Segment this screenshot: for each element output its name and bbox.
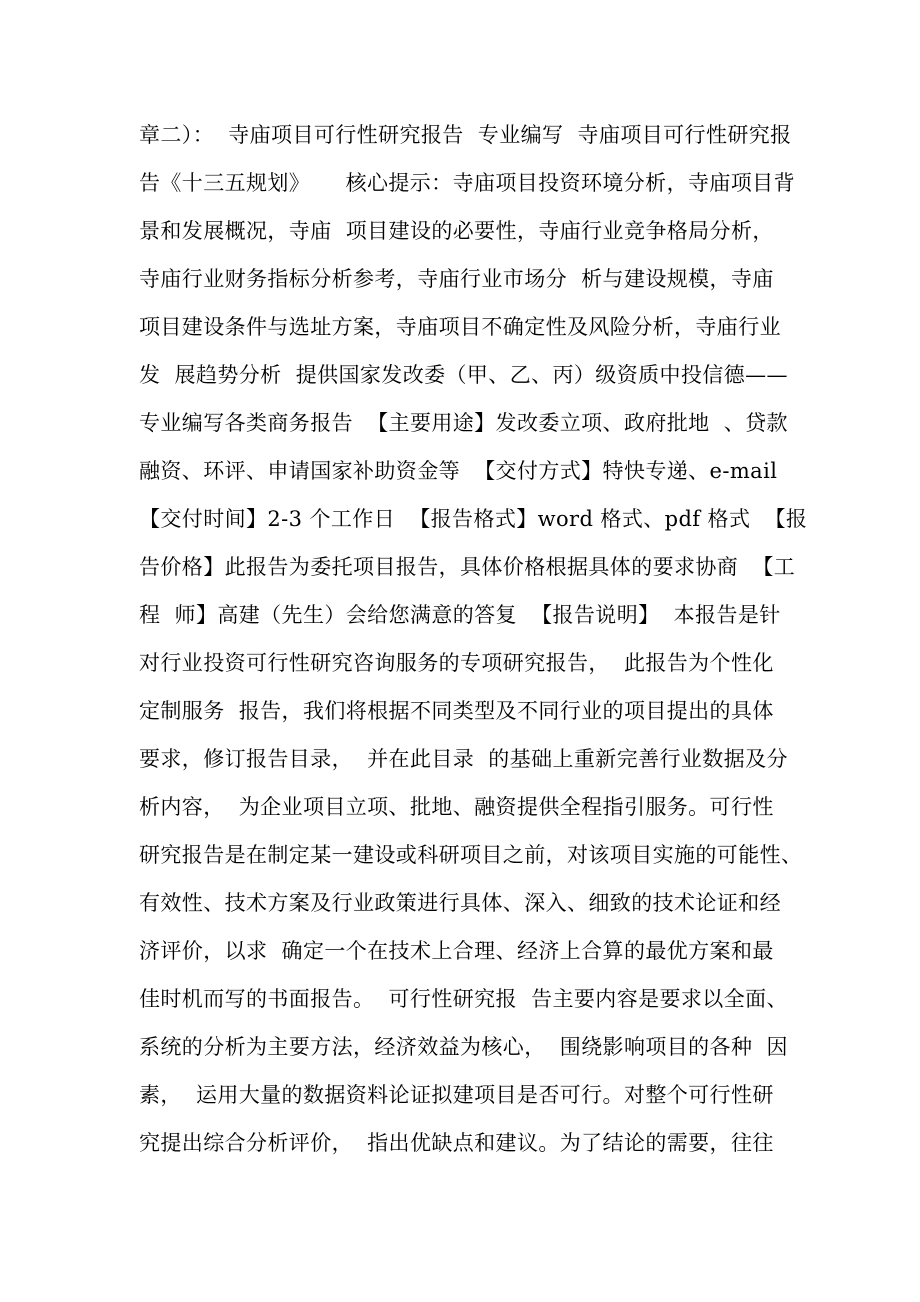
text-line-16: 研究报告是在制定某一建设或科研项目之前，对该项目实施的可能性、	[139, 843, 803, 867]
text-line-14: 要求，修订报告目录， 并在此目录 的基础上重新完善行业数据及分	[139, 747, 788, 771]
text-line-17: 有效性、技术方案及行业政策进行具体、深入、细致的技术论证和经	[139, 891, 781, 915]
text-line-8: 融资、环评、申请国家补助资金等 【交付方式】特快专递、e-mail	[139, 459, 778, 483]
text-line-15: 析内容， 为企业项目立项、批地、融资提供全程指引服务。可行性	[139, 795, 774, 819]
text-line-1: 章二）： 寺庙项目可行性研究报告 专业编写 寺庙项目可行性研究报	[139, 123, 792, 147]
text-line-9: 【交付时间】2-3 个工作日 【报告格式】word 格式、pdf 格式 【报	[139, 507, 808, 531]
text-line-22: 究提出综合分析评价， 指出优缺点和建议。为了结论的需要，往往	[139, 1131, 774, 1155]
text-line-4: 寺庙行业财务指标分析参考，寺庙行业市场分 析与建设规模，寺庙	[139, 267, 774, 291]
text-line-20: 系统的分析为主要方法，经济效益为核心， 围绕影响项目的各种 因	[139, 1035, 788, 1059]
text-line-5: 项目建设条件与选址方案，寺庙项目不确定性及风险分析，寺庙行业	[139, 315, 781, 339]
text-line-10: 告价格】此报告为委托项目报告，具体价格根据具体的要求协商 【工	[139, 555, 796, 579]
text-line-6: 发 展趋势分析 提供国家发改委（甲、乙、丙）级资质中投信德——	[139, 363, 788, 387]
text-line-11: 程 师】高建（先生）会给您满意的答复 【报告说明】 本报告是针	[139, 603, 781, 627]
text-line-2: 告《十三五规划》 核心提示：寺庙项目投资环境分析，寺庙项目背	[139, 171, 795, 195]
text-line-7: 专业编写各类商务报告 【主要用途】发改委立项、政府批地 、贷款	[139, 411, 788, 435]
text-line-19: 佳时机而写的书面报告。 可行性研究报 告主要内容是要求以全面、	[139, 987, 788, 1011]
text-line-18: 济评价，以求 确定一个在技术上合理、经济上合算的最优方案和最	[139, 939, 774, 963]
text-line-13: 定制服务 报告，我们将根据不同类型及不同行业的项目提出的具体	[139, 699, 774, 723]
text-line-12: 对行业投资可行性研究咨询服务的专项研究报告， 此报告为个性化	[139, 651, 774, 675]
text-line-3: 景和发展概况，寺庙 项目建设的必要性，寺庙行业竞争格局分析，	[139, 219, 774, 243]
text-line-21: 素， 运用大量的数据资料论证拟建项目是否可行。对整个可行性研	[139, 1083, 774, 1107]
